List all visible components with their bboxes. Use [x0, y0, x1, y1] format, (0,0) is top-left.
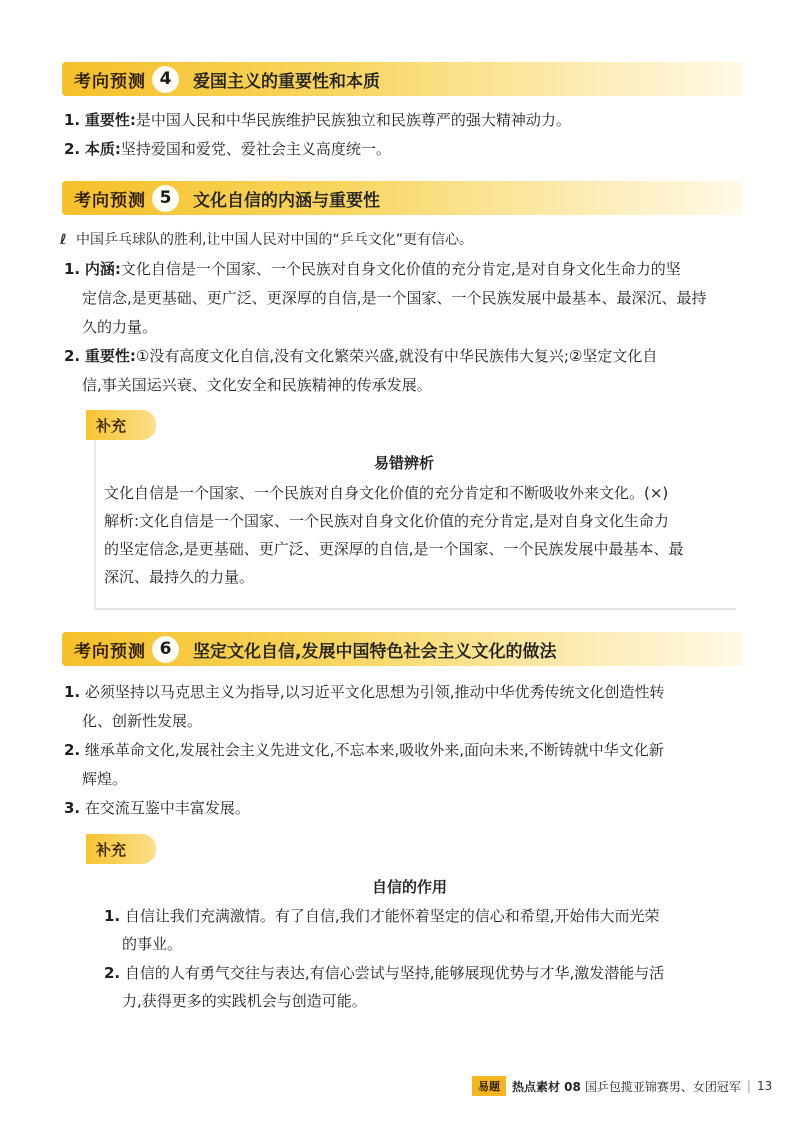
supplement-title: 自信的作用 — [372, 878, 448, 896]
supplement-item-continuation: 的事业。 — [122, 935, 183, 953]
handwritten-note: ℓ 中国乒乓球队的胜利,让中国人民对中国的“乒乓文化”更有信心。 — [60, 232, 473, 248]
footer-category: 热点素材 08 — [512, 1079, 581, 1094]
list-item: 2. 继承革命文化,发展社会主义先进文化,不忘本来,吸收外来,面向未来,不断铸就中华文化新 — [64, 741, 664, 759]
footer-topic: 国乒包揽亚锦赛男、女团冠军 — [584, 1079, 741, 1094]
supplement-line: 解析:文化自信是一个国家、一个民族对自身文化价值的充分肯定,是对自身文化生命力 — [104, 512, 669, 530]
supplement-line: 文化自信是一个国家、一个民族对自身文化价值的充分肯定和不断吸收外来文化。(×) — [104, 484, 669, 502]
list-item: 1. 内涵:文化自信是一个国家、一个民族对自身文化价值的充分肯定,是对自身文化生命力的坚 — [64, 260, 681, 278]
supplement-tag: 补充 — [86, 834, 156, 864]
list-item-continuation: 化、创新性发展。 — [82, 712, 203, 730]
list-item-continuation: 信,事关国运兴衰、文化安全和民族精神的传承发展。 — [82, 376, 432, 394]
section-header-6 — [62, 632, 556, 666]
supplement-line: 的坚定信念,是更基础、更广泛、更深厚的自信,是一个国家、一个民族发展中最基本、最 — [104, 540, 684, 558]
list-item: 1. 重要性:是中国人民和中华民族维护民族独立和民族尊严的强大精神动力。 — [64, 111, 571, 129]
section-header-4 — [62, 62, 380, 96]
footer-divider: | — [746, 1079, 751, 1093]
supplement-item: 1. 自信让我们充满激情。有了自信,我们才能怀着坚定的信心和希望,开始伟大而光荣 — [104, 907, 660, 925]
list-item-continuation: 辉煌。 — [82, 770, 128, 788]
section-title: 文化自信的内涵与重要性 — [193, 190, 380, 211]
supplement-item-continuation: 力,获得更多的实践机会与创造可能。 — [122, 992, 367, 1010]
section-title: 爱国主义的重要性和本质 — [193, 71, 380, 92]
brand-logo: 易题 — [472, 1076, 506, 1096]
page-footer — [472, 1076, 772, 1096]
list-item-continuation: 定信念,是更基础、更广泛、更深厚的自信,是一个国家、一个民族发展中最基本、最深沉、最持 — [82, 289, 707, 307]
supplement-line: 深沉、最持久的力量。 — [104, 568, 255, 586]
page-number: 13 — [756, 1079, 773, 1093]
section-number: 5 — [152, 185, 179, 212]
list-item: 2. 重要性:①没有高度文化自信,没有文化繁荣兴盛,就没有中华民族伟大复兴;②坚定文化自 — [64, 347, 658, 365]
section-number: 4 — [152, 66, 179, 93]
section-tag: 考向预测 — [74, 641, 146, 662]
supplement-item: 2. 自信的人有勇气交往与表达,有信心尝试与坚持,能够展现优势与才华,激发潜能与活 — [104, 964, 665, 982]
pen-icon: ℓ — [60, 232, 67, 248]
list-item-continuation: 久的力量。 — [82, 318, 158, 336]
section-header-5 — [62, 181, 380, 215]
section-tag: 考向预测 — [74, 190, 146, 211]
list-item: 2. 本质:坚持爱国和爱党、爱社会主义高度统一。 — [64, 140, 391, 158]
section-tag: 考向预测 — [74, 71, 146, 92]
section-number: 6 — [152, 636, 179, 663]
supplement-title: 易错辨析 — [374, 454, 435, 472]
supplement-tag: 补充 — [86, 410, 156, 440]
section-title: 坚定文化自信,发展中国特色社会主义文化的做法 — [193, 641, 557, 662]
list-item: 3. 在交流互鉴中丰富发展。 — [64, 799, 250, 817]
list-item: 1. 必须坚持以马克思主义为指导,以习近平文化思想为引领,推动中华优秀传统文化创造性转 — [64, 683, 665, 701]
